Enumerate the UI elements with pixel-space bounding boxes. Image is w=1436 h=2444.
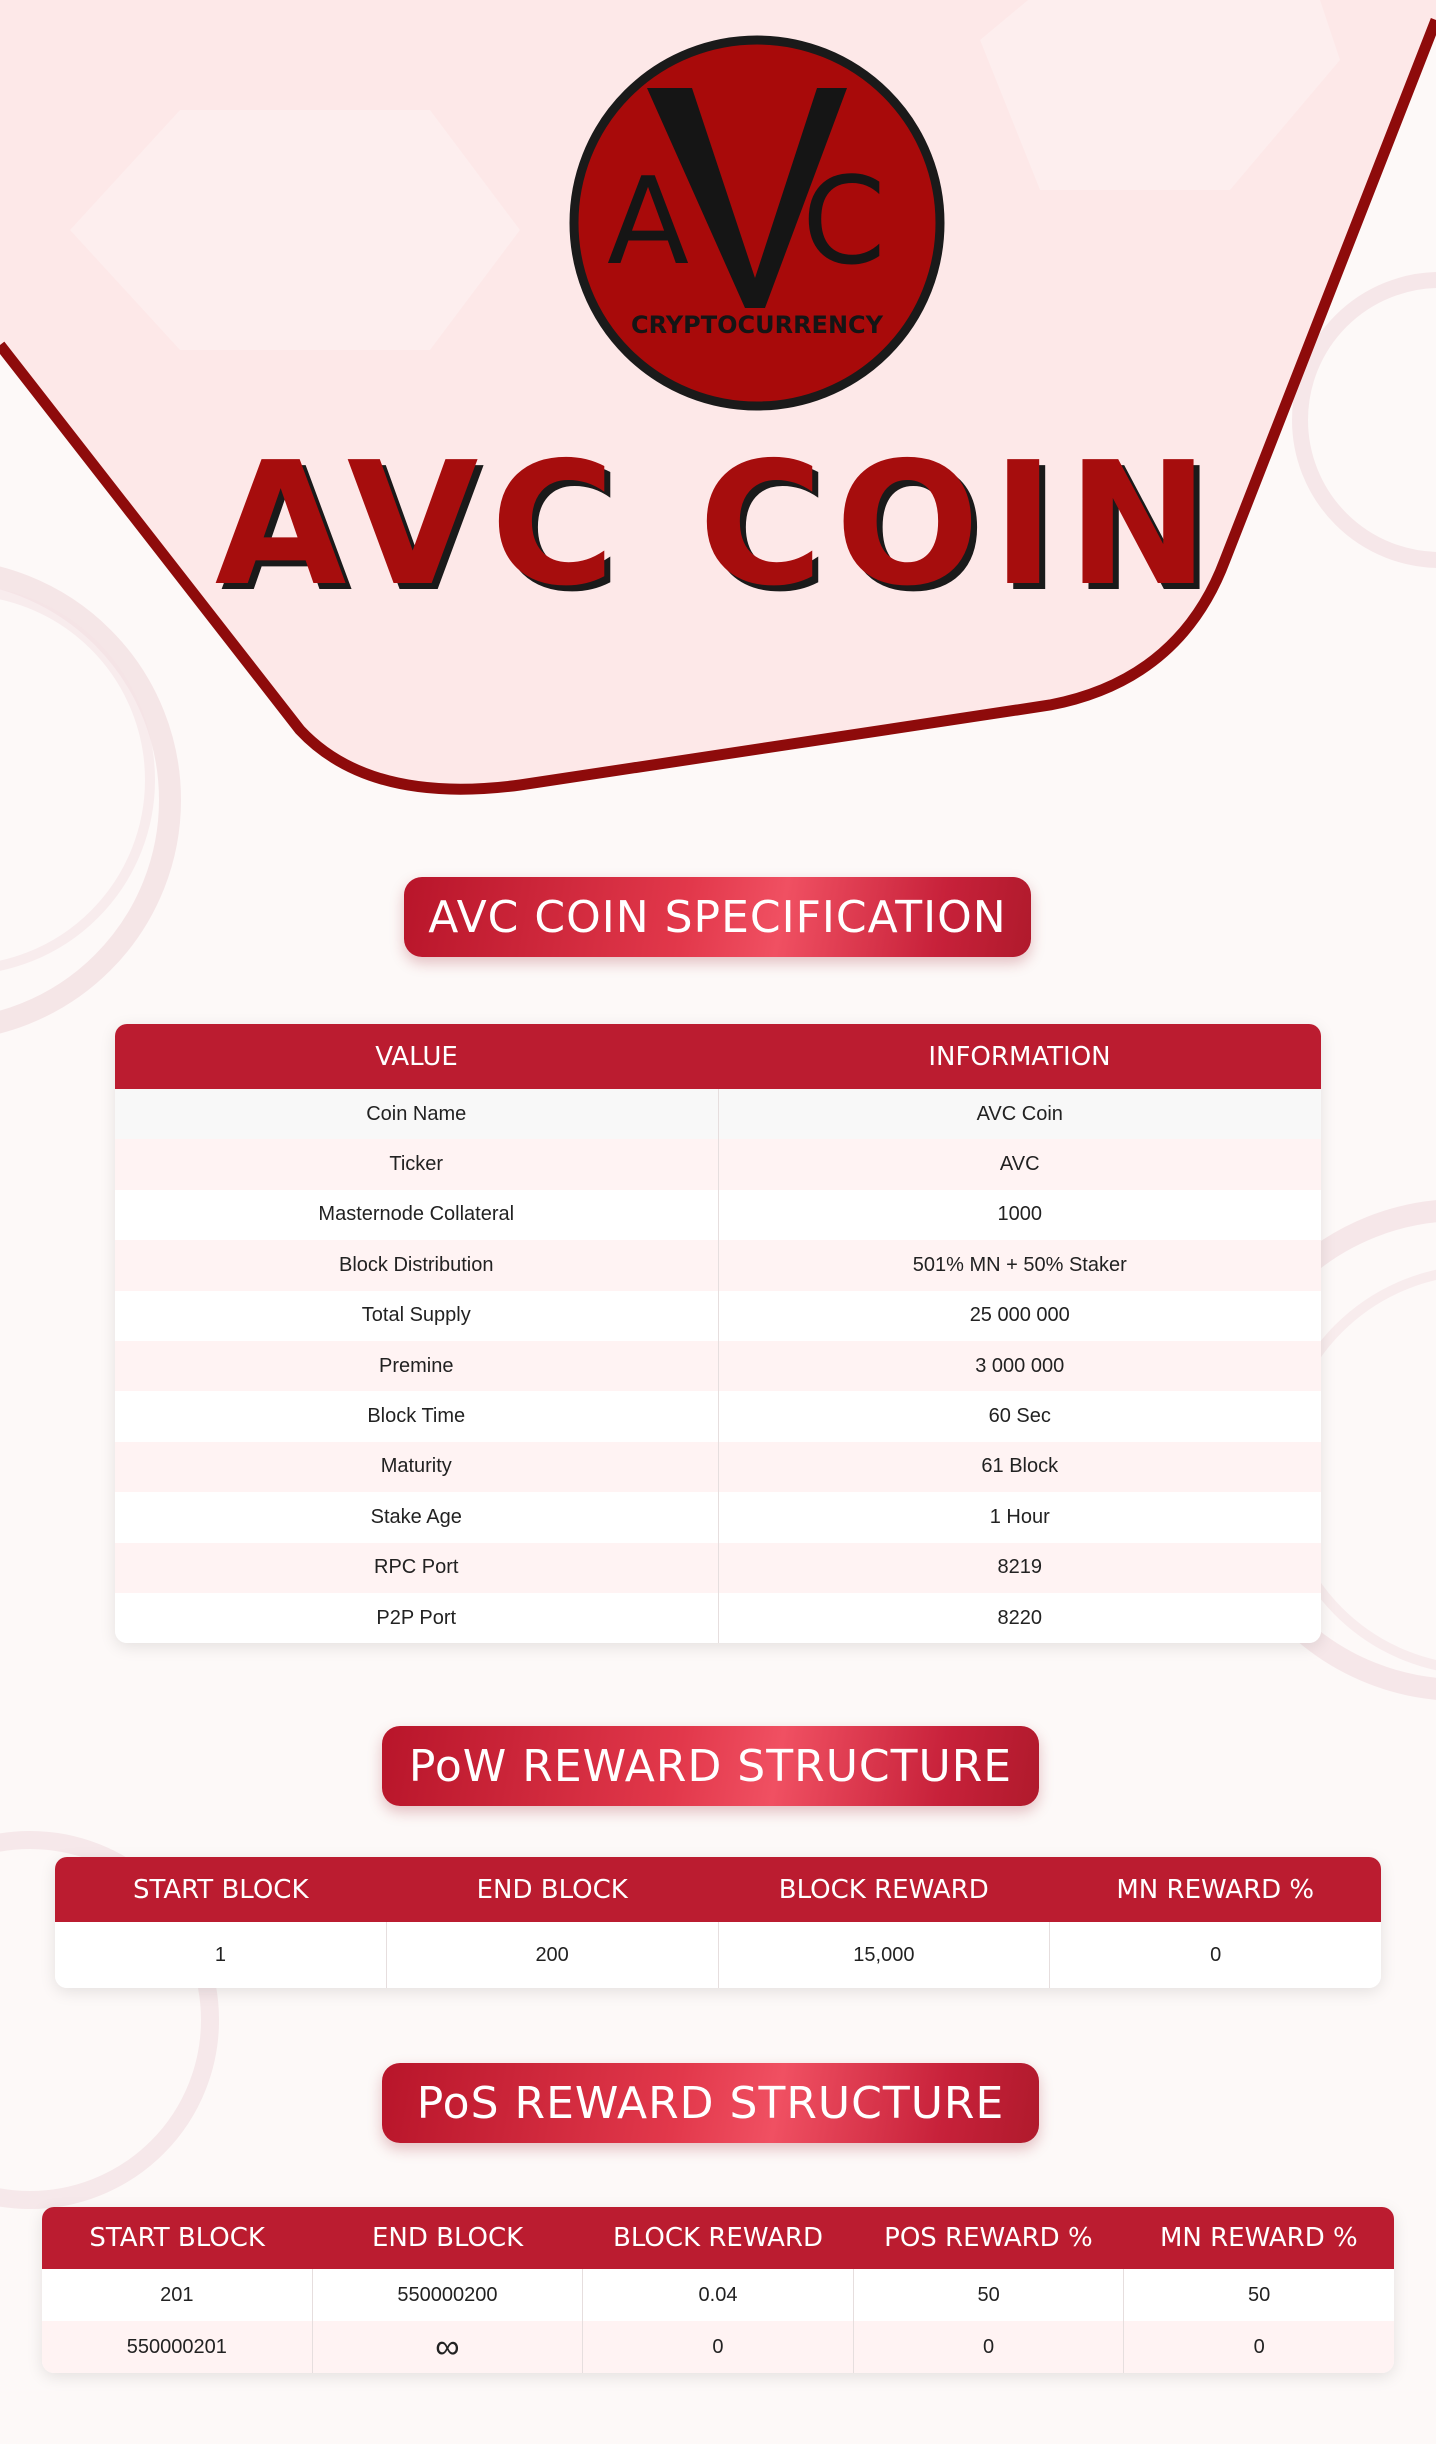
column-header-information: INFORMATION: [928, 1041, 1111, 1072]
column-header-end-block: END BLOCK: [371, 2223, 524, 2253]
table-cell: Stake Age: [370, 1505, 462, 1528]
table-cell: 3 000 000: [718, 1341, 1322, 1391]
table-cell: Masternode Collateral: [318, 1203, 515, 1226]
column-header-mn-reward: MN REWARD %: [1159, 2223, 1358, 2253]
table-row: [115, 1139, 1321, 1189]
table-cell: 1000: [718, 1190, 1322, 1240]
avc-logo: [567, 33, 947, 413]
table-cell: RPC Port: [374, 1556, 459, 1579]
table-row: [115, 1291, 1321, 1341]
table-cell: Total Supply: [361, 1304, 471, 1327]
svg-text:CRYPTOCURRENCY: CRYPTOCURRENCY: [630, 311, 884, 339]
pos-table: [42, 2207, 1394, 2373]
column-header-end-block: END BLOCK: [476, 1874, 628, 1905]
column-header-block-reward: BLOCK REWARD: [778, 1874, 989, 1905]
spec-heading: AVC COIN SPECIFICATION: [404, 877, 1031, 957]
hero-title: AVC COIN: [214, 426, 1222, 624]
infinity-cell: [312, 2321, 583, 2373]
table-row: [115, 1391, 1321, 1441]
table-cell: 50: [853, 2269, 1124, 2321]
table-cell: Premine: [379, 1354, 454, 1377]
table-cell: 61 Block: [718, 1442, 1322, 1492]
column-header-start-block: START BLOCK: [89, 2223, 265, 2253]
table-row: [115, 1341, 1321, 1391]
table-row: [115, 1543, 1321, 1593]
table-row: [115, 1593, 1321, 1643]
column-header-pos-reward: POS REWARD %: [884, 2223, 1093, 2253]
table-cell: Ticker: [389, 1153, 444, 1176]
column-header-mn-reward: MN REWARD %: [1116, 1874, 1315, 1905]
table-cell: Block Distribution: [338, 1253, 494, 1276]
table-cell: 550000201: [126, 2335, 227, 2358]
table-cell: 1: [214, 1943, 226, 1966]
table-row: [115, 1190, 1321, 1240]
table-row: [42, 2269, 1394, 2321]
table-cell: Coin Name: [366, 1102, 467, 1125]
spec-table: [115, 1024, 1321, 1643]
pow-table-header: [55, 1857, 1381, 1922]
table-cell: 0: [1049, 1922, 1381, 1988]
pos-table-header: [42, 2207, 1394, 2269]
svg-text:C: C: [802, 153, 886, 292]
table-row: [115, 1089, 1321, 1139]
table-cell: 8219: [718, 1543, 1322, 1593]
table-cell: 0.04: [582, 2269, 853, 2321]
table-cell: 8220: [718, 1593, 1322, 1643]
spec-table-header: [115, 1024, 1321, 1089]
table-row: [42, 2321, 1394, 2373]
table-row: [115, 1240, 1321, 1290]
table-cell: 1 Hour: [718, 1492, 1322, 1542]
table-cell: 50: [1123, 2269, 1394, 2321]
table-cell: AVC: [718, 1139, 1322, 1189]
table-cell: P2P Port: [376, 1606, 457, 1629]
column-header-start-block: START BLOCK: [132, 1874, 309, 1905]
table-cell: 15,000: [718, 1922, 1050, 1988]
table-cell: Block Time: [367, 1405, 466, 1428]
table-row: [55, 1922, 1381, 1988]
pow-heading: PoW REWARD STRUCTURE: [382, 1726, 1039, 1806]
column-header-value: VALUE: [375, 1041, 458, 1072]
column-header-block-reward: BLOCK REWARD: [613, 2223, 823, 2253]
svg-text:A: A: [607, 153, 690, 292]
table-row: [115, 1442, 1321, 1492]
table-cell: 501% MN + 50% Staker: [718, 1240, 1322, 1290]
table-cell: 201: [160, 2283, 194, 2306]
table-cell: 0: [853, 2321, 1124, 2373]
table-cell: 25 000 000: [718, 1291, 1322, 1341]
table-row: [115, 1492, 1321, 1542]
table-cell: 0: [1123, 2321, 1394, 2373]
table-cell: 60 Sec: [718, 1391, 1322, 1441]
infinity-icon: ∞: [435, 2328, 460, 2366]
table-cell: 200: [386, 1922, 718, 1988]
table-cell: 0: [582, 2321, 853, 2373]
table-cell: Maturity: [380, 1455, 452, 1478]
table-cell: AVC Coin: [718, 1089, 1322, 1139]
table-cell: 550000200: [312, 2269, 583, 2321]
pow-table: [55, 1857, 1381, 1988]
pos-heading: PoS REWARD STRUCTURE: [382, 2063, 1039, 2143]
